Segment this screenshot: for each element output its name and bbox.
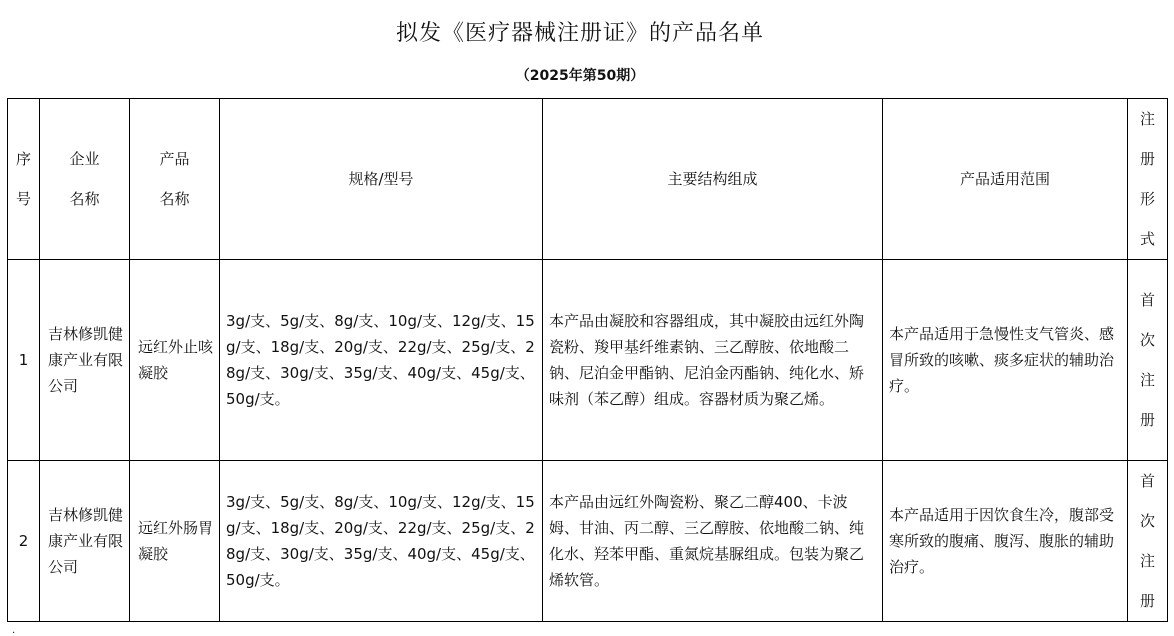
table-header-row [8, 99, 1168, 260]
row-structure: 本产品由远红外陶瓷粉、聚乙二醇400、卡波姆、甘油、丙二醇、三乙醇胺、依地酸二钠、纯化水、羟苯甲酯、重氮烷基脲组成。包装为聚乙烯软管。 [543, 461, 883, 622]
header-regform: 注册形式 [1128, 99, 1168, 260]
row-regform: 首次注册 [1128, 260, 1168, 461]
product-list-table [7, 98, 1168, 622]
row-scope: 本产品适用于急慢性支气管炎、感冒所致的咳嗽、痰多症状的辅助治疗。 [883, 260, 1128, 461]
row-seq: 1 [8, 260, 40, 461]
header-scope: 产品适用范围 [883, 99, 1128, 260]
table-row [8, 260, 1168, 461]
row-company: 吉林修凯健康产业有限公司 [40, 461, 130, 622]
row-structure: 本产品由凝胶和容器组成，其中凝胶由远红外陶瓷粉、羧甲基纤维素钠、三乙醇胺、依地酸二钠、尼泊金甲酯钠、尼泊金丙酯钠、纯化水、矫味剂（苯乙醇）组成。容器材质为聚乙烯。 [543, 260, 883, 461]
header-seq: 序号 [8, 99, 40, 260]
row-spec: 3g/支、5g/支、8g/支、10g/支、12g/支、15g/支、18g/支、20g/支、22g/支、25g/支、28g/支、30g/支、35g/支、40g/支、45g/支、50g/支。 [220, 461, 543, 622]
row-scope: 本产品适用于因饮食生冷，腹部受寒所致的腹痛、腹泻、腹胀的辅助治疗。 [883, 461, 1128, 622]
row-regform: 首次注册 [1128, 461, 1168, 622]
header-structure: 主要结构组成 [543, 99, 883, 260]
header-spec: 规格/型号 [220, 99, 543, 260]
row-spec: 3g/支、5g/支、8g/支、10g/支、12g/支、15g/支、18g/支、20g/支、22g/支、25g/支、28g/支、30g/支、35g/支、40g/支、45g/支、50g/支。 [220, 260, 543, 461]
row-product: 远红外止咳凝胶 [130, 260, 220, 461]
row-seq: 2 [8, 461, 40, 622]
issue-number: （2025年第50期） [515, 68, 645, 84]
document-title: 拟发《医疗器械注册证》的产品名单 [395, 21, 764, 46]
header-company: 企业名称 [40, 99, 130, 260]
table-row [8, 461, 1168, 622]
page-mark: . [12, 625, 16, 636]
row-product: 远红外肠胃凝胶 [130, 461, 220, 622]
row-company: 吉林修凯健康产业有限公司 [40, 260, 130, 461]
header-product: 产品名称 [130, 99, 220, 260]
